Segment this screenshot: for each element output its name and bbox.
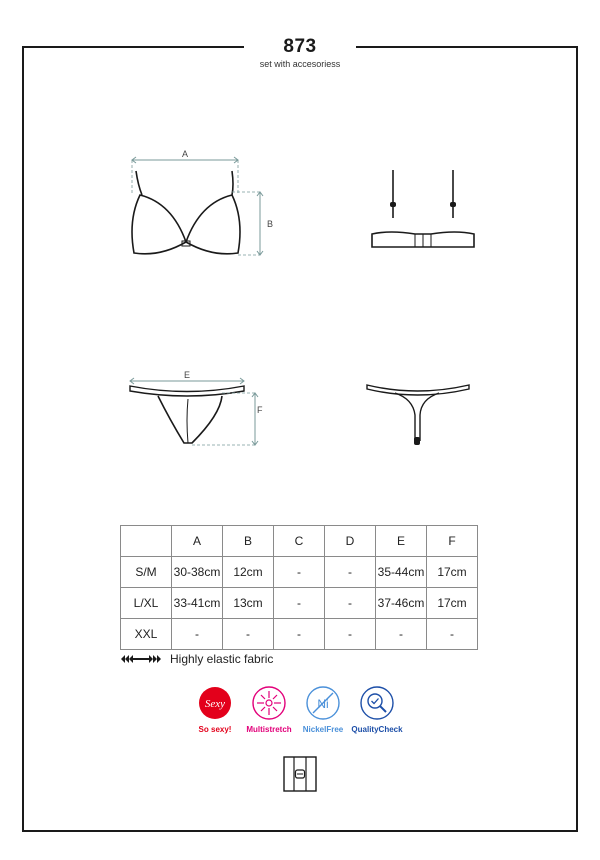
table-header-row: [121, 526, 478, 557]
table-header-cell: E: [376, 526, 427, 557]
title-block: [0, 36, 600, 70]
feature-nickel-free: [296, 686, 350, 734]
bra-back-drawing: [360, 160, 490, 260]
table-cell: 13cm: [223, 588, 274, 619]
dimension-e-label: E: [183, 370, 191, 380]
nickel-free-icon: [306, 686, 340, 720]
table-header-cell: [121, 526, 172, 557]
panty-front-drawing: [120, 365, 280, 455]
panty-back-drawing: [365, 375, 475, 455]
table-cell: 37-46cm: [376, 588, 427, 619]
feature-badges: [188, 686, 404, 734]
bra-front-drawing: [120, 145, 280, 265]
page-subtitle: set with accesoriess: [259, 59, 341, 69]
table-row: [121, 619, 478, 650]
feature-label: So sexy!: [198, 725, 232, 734]
table-cell: -: [325, 557, 376, 588]
feature-multistretch: [242, 686, 296, 734]
table-cell: -: [325, 588, 376, 619]
table-cell: 33-41cm: [172, 588, 223, 619]
quality-check-icon: [360, 686, 394, 720]
table-cell: -: [376, 619, 427, 650]
dimension-a-label: A: [181, 149, 189, 159]
table-cell: S/M: [121, 557, 172, 588]
table-cell: -: [223, 619, 274, 650]
table-cell: -: [325, 619, 376, 650]
table-cell: -: [274, 588, 325, 619]
dimension-b-label: B: [266, 219, 274, 229]
table-cell: 30-38cm: [172, 557, 223, 588]
table-cell: -: [274, 557, 325, 588]
table-cell: -: [274, 619, 325, 650]
table-header-cell: A: [172, 526, 223, 557]
table-cell: L/XL: [121, 588, 172, 619]
fabric-note-label: Highly elastic fabric: [170, 652, 274, 666]
table-row: [121, 588, 478, 619]
table-cell: -: [427, 619, 478, 650]
table-header-cell: C: [274, 526, 325, 557]
sexy-badge-icon: [198, 686, 232, 720]
table-cell: -: [172, 619, 223, 650]
dimension-f-label: F: [257, 405, 263, 415]
elastic-arrow-icon: [120, 653, 162, 665]
page-title: 873: [283, 36, 317, 57]
svg-text:Ni: Ni: [317, 697, 329, 711]
table-row: [121, 557, 478, 588]
feature-label: Multistretch: [246, 725, 292, 734]
feature-so-sexy: [188, 686, 242, 734]
table-cell: 17cm: [427, 557, 478, 588]
hook-closure-icon: [283, 756, 317, 792]
size-table: [120, 525, 478, 650]
svg-text:Sexy: Sexy: [204, 698, 226, 710]
table-header-cell: D: [325, 526, 376, 557]
table-header-cell: F: [427, 526, 478, 557]
feature-label: NickelFree: [302, 725, 344, 734]
table-header-cell: B: [223, 526, 274, 557]
table-cell: 12cm: [223, 557, 274, 588]
table-cell: 35-44cm: [376, 557, 427, 588]
feature-quality-check: [350, 686, 404, 734]
table-cell: XXL: [121, 619, 172, 650]
feature-label: QualityCheck: [351, 725, 403, 734]
fabric-note: [120, 651, 273, 667]
table-cell: 17cm: [427, 588, 478, 619]
multistretch-icon: [252, 686, 286, 720]
